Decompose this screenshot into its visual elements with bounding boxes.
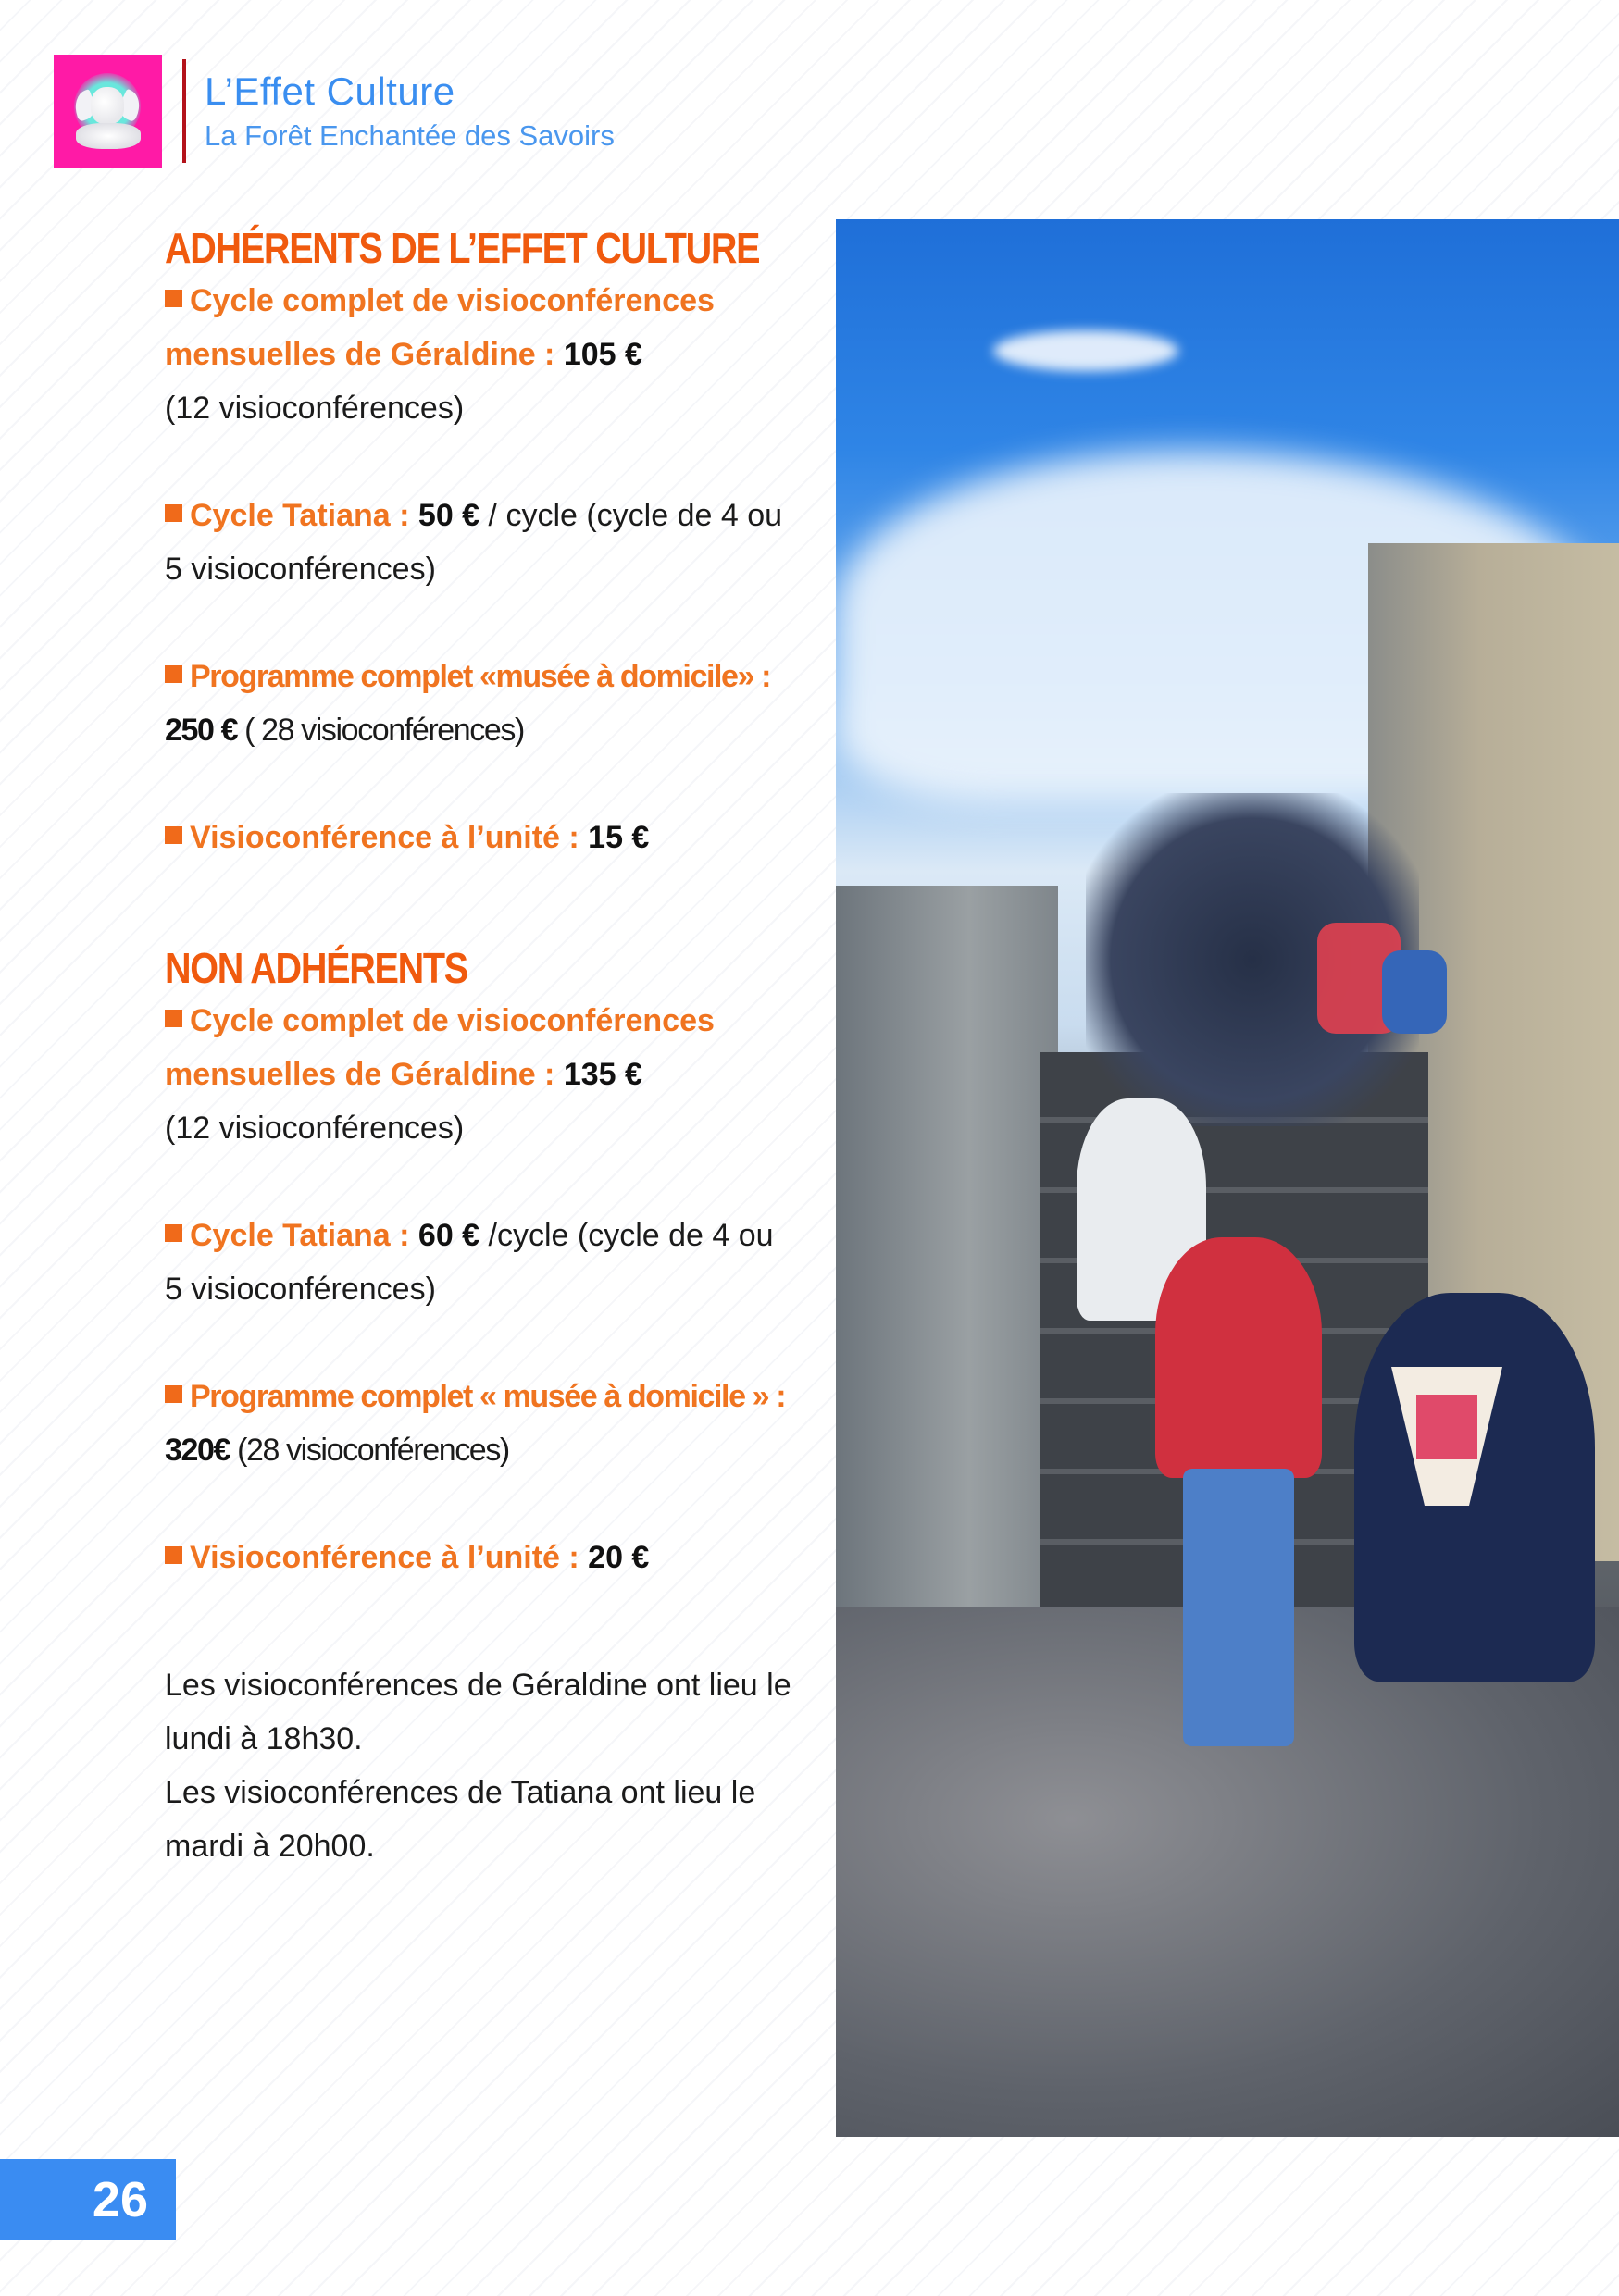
price-value: 50 € xyxy=(417,498,480,533)
brand-title: L’Effet Culture xyxy=(205,69,455,113)
angel-cherub-logo-icon xyxy=(54,55,162,168)
price-detail: /cycle (cycle de 4 ou 5 visioconférences) xyxy=(165,1218,774,1307)
price-value: 60 € xyxy=(417,1218,480,1253)
price-item xyxy=(165,489,794,596)
price-value: 105 € xyxy=(563,337,642,372)
schedule-geraldine: Les visioconférences de Géraldine ont lieu le lundi à 18h30. xyxy=(165,1668,791,1756)
price-item xyxy=(165,274,794,435)
square-bullet-icon xyxy=(165,504,182,522)
schedule-tatiana: Les visioconférences de Tatiana ont lieu le mardi à 20h00. xyxy=(165,1775,756,1864)
square-bullet-icon xyxy=(165,826,182,844)
page-number-badge: 26 xyxy=(0,2159,176,2240)
square-bullet-icon xyxy=(165,1546,182,1564)
price-item-label: Programme complet «musée à domicile» : xyxy=(190,659,771,694)
price-item xyxy=(165,811,794,864)
brand-block xyxy=(205,68,615,155)
members-section-title: ADHÉRENTS DE L’EFFET CULTURE xyxy=(165,224,760,272)
price-item-label: Cycle Tatiana : xyxy=(190,1218,410,1253)
price-detail: ( 28 visioconférences) xyxy=(244,713,524,748)
price-value: 135 € xyxy=(563,1057,642,1092)
price-value: 250 € xyxy=(165,713,238,748)
price-value: 20 € xyxy=(588,1540,650,1575)
price-detail: (12 visioconférences) xyxy=(165,391,465,426)
price-item xyxy=(165,1531,794,1584)
price-item-label: Programme complet « musée à domicile » : xyxy=(190,1379,786,1414)
price-item-label: Visioconférence à l’unité : xyxy=(190,1540,579,1575)
price-value: 320€ xyxy=(165,1433,230,1468)
non-members-section-title: NON ADHÉRENTS xyxy=(165,944,467,992)
page-header xyxy=(54,54,615,168)
price-item-label: Visioconférence à l’unité : xyxy=(190,820,579,855)
square-bullet-icon xyxy=(165,665,182,683)
pricing-content xyxy=(165,222,794,1873)
price-item xyxy=(165,1209,794,1316)
square-bullet-icon xyxy=(165,290,182,307)
price-item xyxy=(165,650,794,757)
square-bullet-icon xyxy=(165,1010,182,1027)
square-bullet-icon xyxy=(165,1385,182,1403)
price-item-label: Cycle Tatiana : xyxy=(190,498,410,533)
castle-visit-photo xyxy=(836,219,1619,2137)
schedule-note xyxy=(165,1658,794,1873)
price-detail: (12 visioconférences) xyxy=(165,1111,465,1146)
brand-subtitle: La Forêt Enchantée des Savoirs xyxy=(205,119,615,152)
price-detail: / cycle (cycle de 4 ou 5 visioconférences) xyxy=(165,498,783,587)
price-item-label: Cycle complet de visioconférences mensuelles de Géraldine : xyxy=(165,1003,715,1092)
price-item-label: Cycle complet de visioconférences mensuelles de Géraldine : xyxy=(165,283,715,372)
price-item xyxy=(165,994,794,1155)
price-value: 15 € xyxy=(588,820,650,855)
price-item xyxy=(165,1370,794,1477)
square-bullet-icon xyxy=(165,1224,182,1242)
header-divider xyxy=(182,59,186,163)
price-detail: (28 visioconférences) xyxy=(237,1433,509,1468)
